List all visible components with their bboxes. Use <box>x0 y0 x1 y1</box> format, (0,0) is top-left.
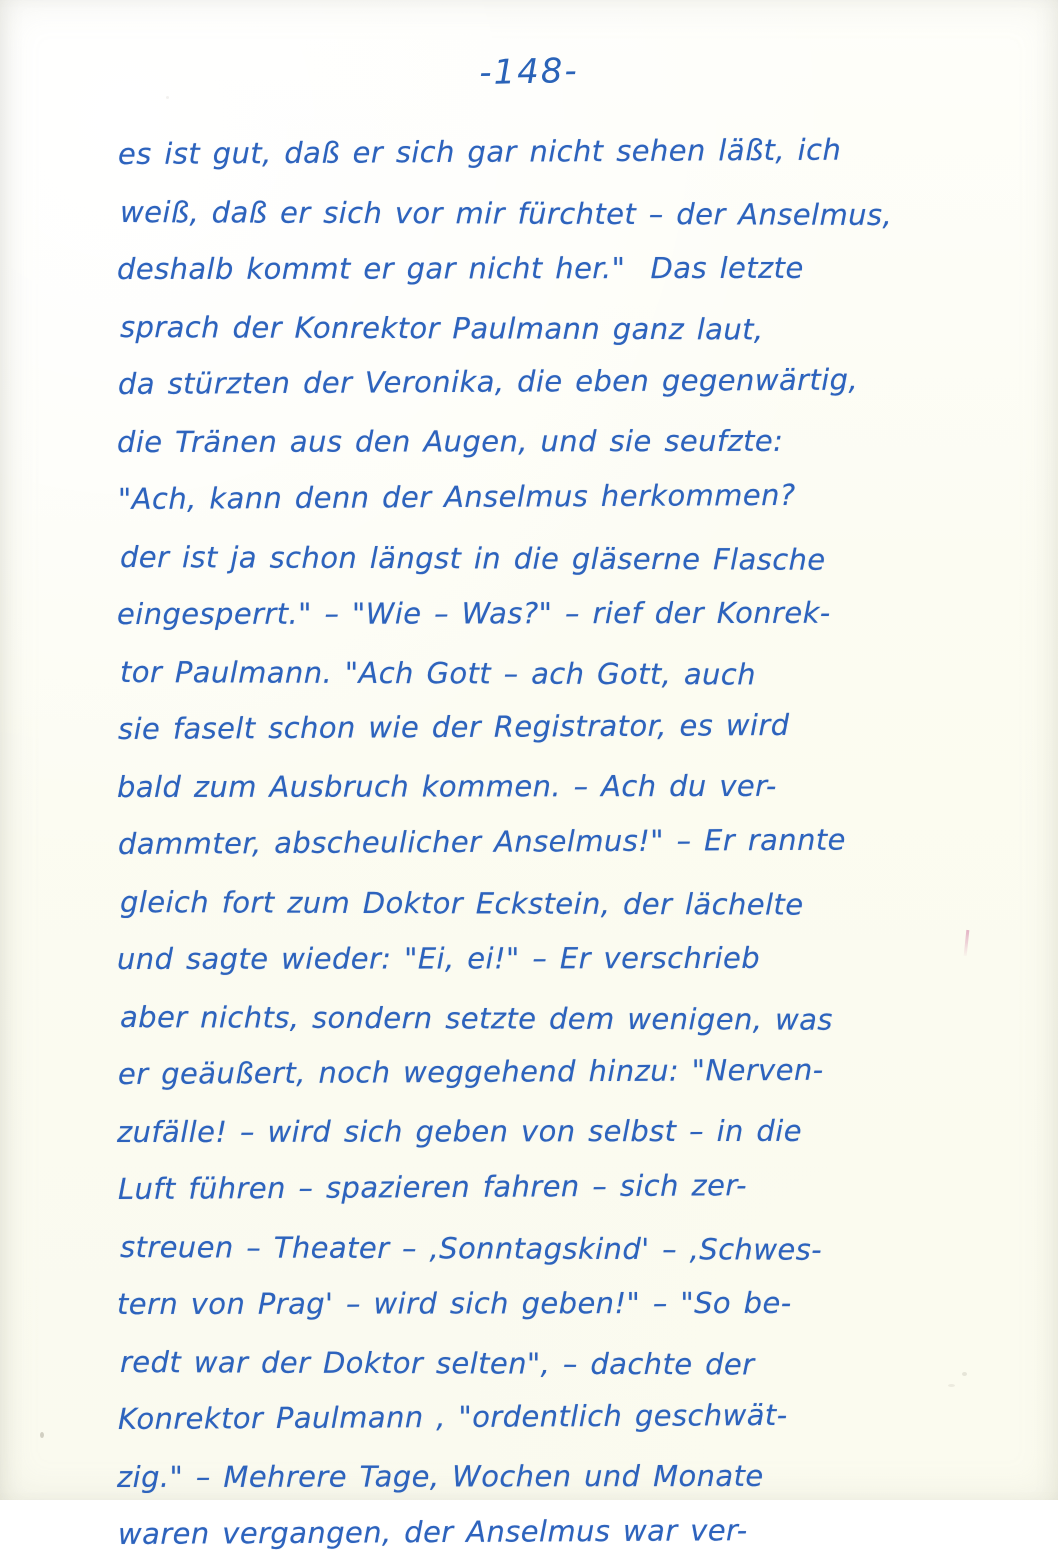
text-line: Konrektor Paulmann , "ordentlich geschwät- <box>117 1397 788 1436</box>
text-line: bald zum Ausbruch kommen. – Ach du ver- <box>116 768 777 804</box>
text-line: zig." – Mehrere Tage, Wochen und Monate <box>116 1458 764 1494</box>
text-line: deshalb kommt er gar nicht her." Das letzte <box>116 250 804 287</box>
text-line: "Ach, kann denn der Anselmus herkommen? <box>117 477 796 516</box>
text-line: der ist ja schon längst in die gläserne Flasche <box>119 539 826 577</box>
text-line: es ist gut, daß er sich gar nicht sehen läßt, ich <box>117 132 842 171</box>
text-line: Luft führen – spazieren fahren – sich zer- <box>117 1168 748 1206</box>
pink-ink-mark <box>964 930 970 956</box>
text-line: weiß, daß er sich vor mir fürchtet – der Anselmus, <box>119 194 893 232</box>
text-line: da stürzten der Veronika, die eben gegenwärtig, <box>117 362 859 401</box>
text-line: er geäußert, noch weggehend hinzu: "Nerven- <box>117 1052 824 1091</box>
text-line: sie faselt schon wie der Registrator, es wird <box>117 707 790 746</box>
text-line: dammter, abscheulicher Anselmus!" – Er rannte <box>117 822 846 861</box>
text-line: eingesperrt." – "Wie – Was?" – rief der Konrek- <box>116 595 831 632</box>
text-line: redt war der Doktor selten", – dachte der <box>119 1344 755 1381</box>
handwritten-body-text <box>118 126 948 1564</box>
text-line: streuen – Theater – ,Sonntagskind' – ,Schwes- <box>119 1229 823 1267</box>
page-number: -148- <box>478 50 580 94</box>
text-line: die Tränen aus den Augen, und sie seufzte: <box>116 423 784 459</box>
paper-speck <box>40 1432 44 1438</box>
text-line: gleich fort zum Doktor Eckstein, der lächelte <box>119 884 804 922</box>
text-line: sprach der Konrektor Paulmann ganz laut, <box>119 309 764 346</box>
text-line: aber nichts, sondern setzte dem wenigen, was <box>119 999 833 1037</box>
paper-speck <box>962 1372 967 1376</box>
text-line: und sagte wieder: "Ei, ei!" – Er verschrieb <box>116 940 761 977</box>
text-line: zufälle! – wird sich geben von selbst – in die <box>116 1113 802 1149</box>
text-line: tern von Prag' – wird sich geben!" – "So be- <box>116 1285 792 1322</box>
text-line: tor Paulmann. "Ach Gott – ach Gott, auch <box>119 654 757 691</box>
text-line: waren vergangen, der Anselmus war ver- <box>117 1513 748 1551</box>
